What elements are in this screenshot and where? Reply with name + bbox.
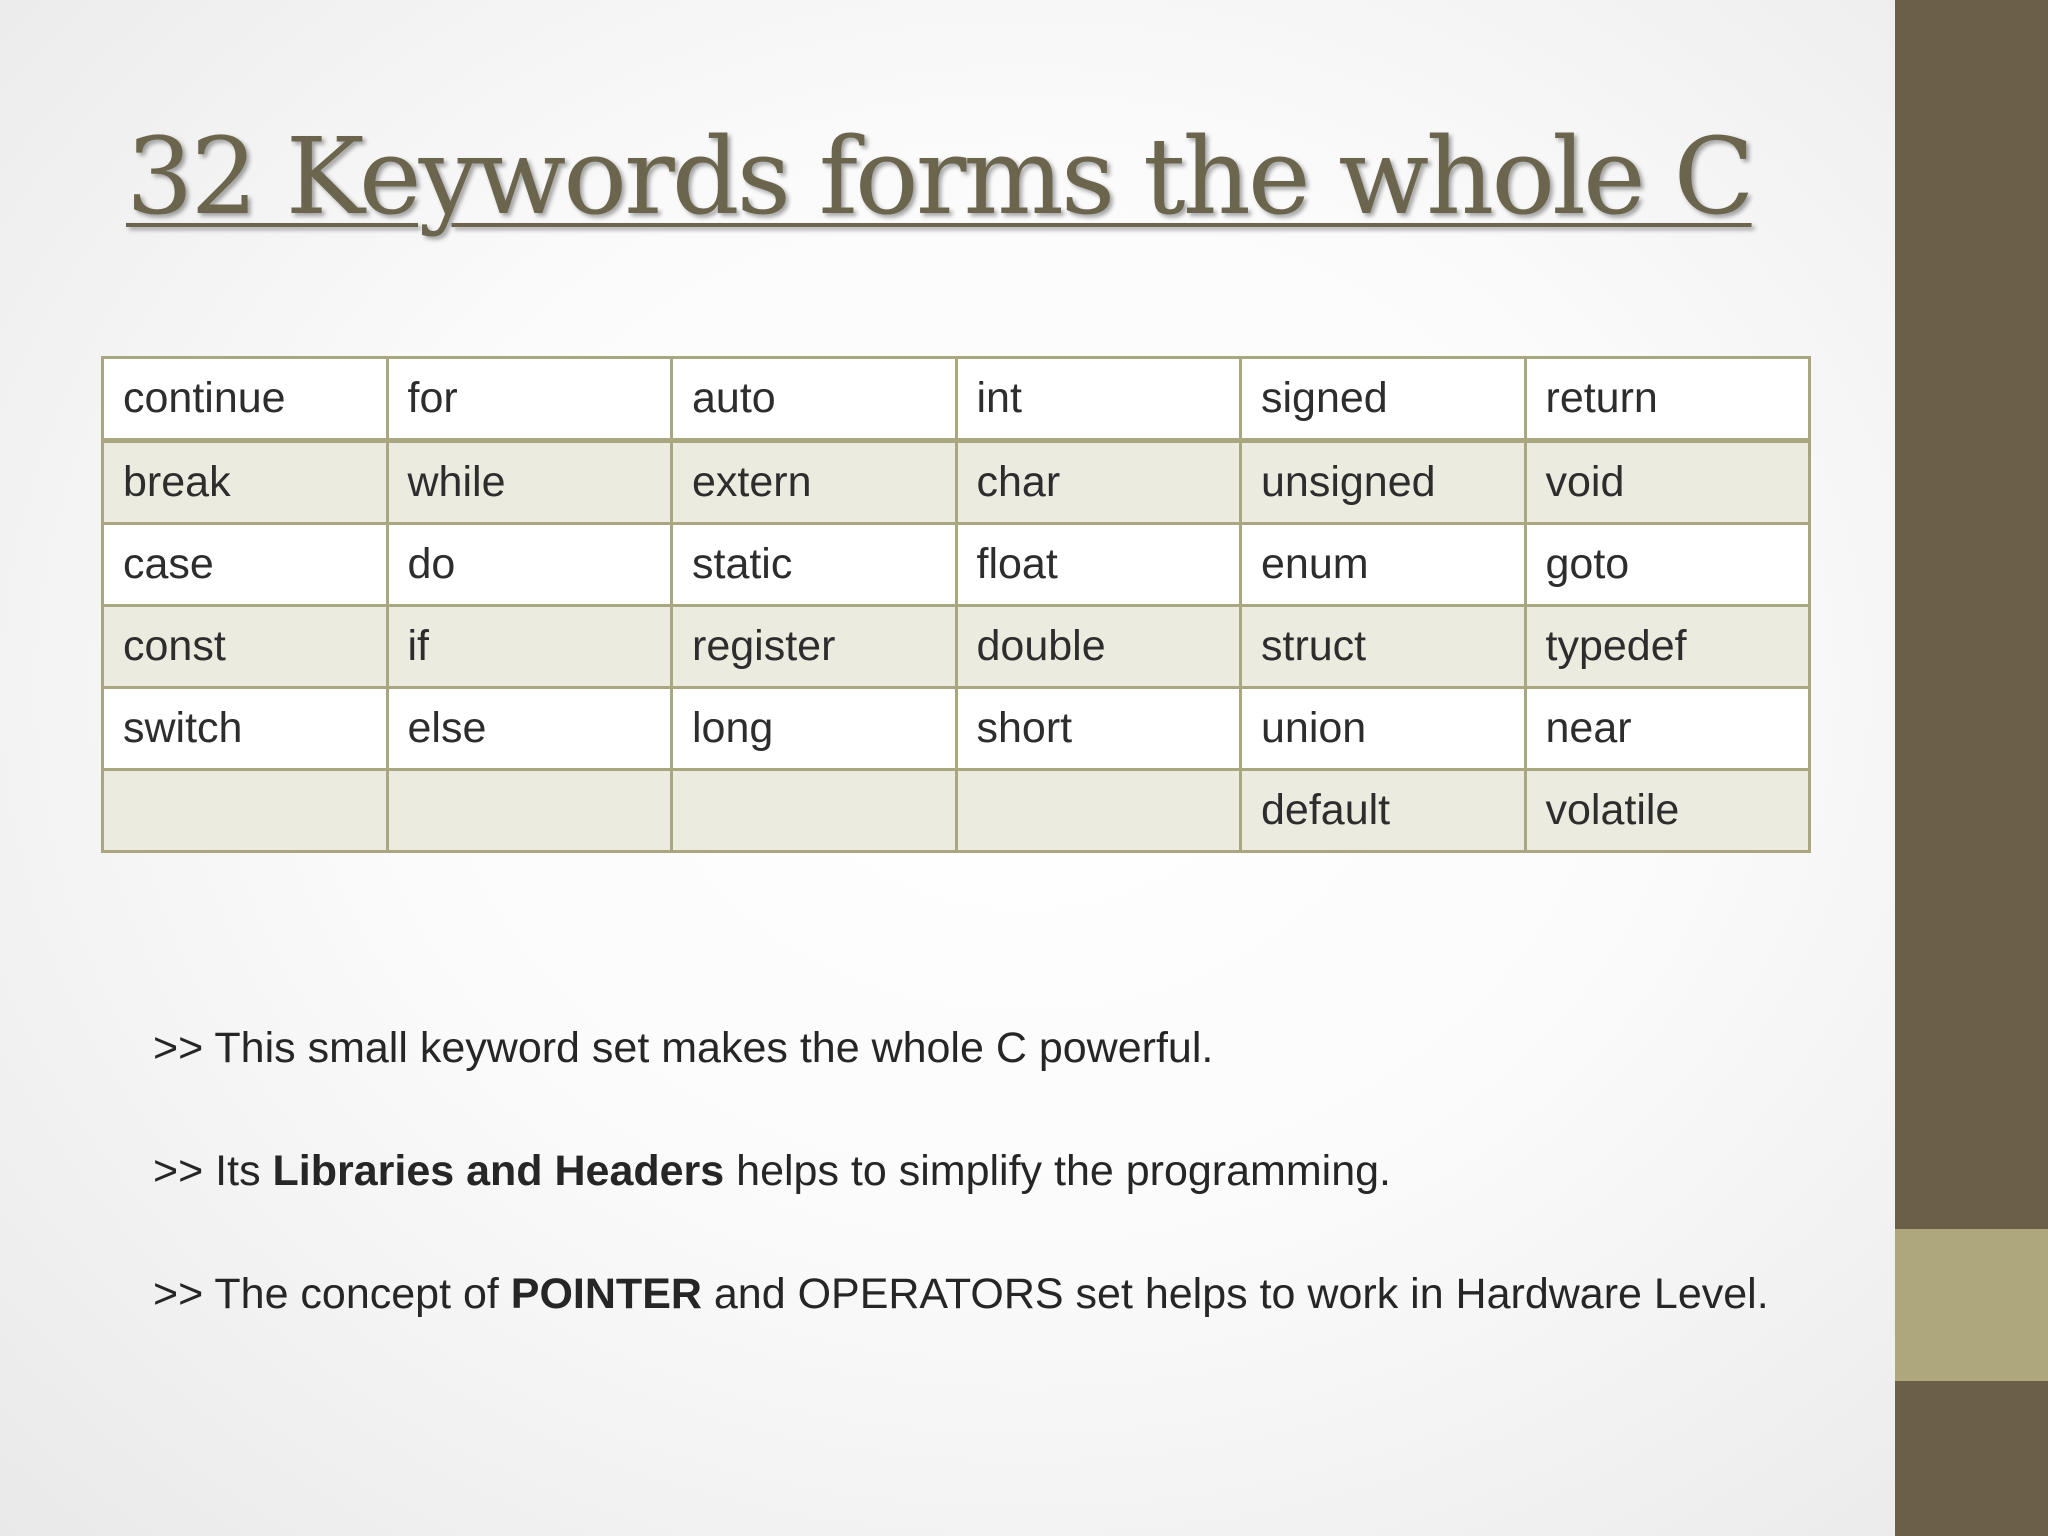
- table-cell: default: [1241, 770, 1526, 852]
- slide-title: 32 Keywords forms the whole C: [126, 115, 1752, 238]
- table-cell: else: [387, 688, 672, 770]
- table-cell: long: [672, 688, 957, 770]
- table-cell: signed: [1241, 358, 1526, 441]
- note-bold-text: Libraries and Headers: [272, 1147, 725, 1195]
- table-row: [103, 358, 1810, 441]
- table-cell: if: [387, 606, 672, 688]
- keywords-table: [101, 356, 1811, 853]
- table-row: [103, 606, 1810, 688]
- table-cell: double: [956, 606, 1241, 688]
- table-cell: for: [387, 358, 672, 441]
- table-cell: extern: [672, 441, 957, 524]
- note-text: >> Its: [153, 1147, 273, 1195]
- table-cell: goto: [1525, 524, 1810, 606]
- decorative-sidebar: [1895, 0, 2048, 1536]
- note-text: >> The concept of: [153, 1270, 511, 1318]
- table-cell: near: [1525, 688, 1810, 770]
- table-cell: [387, 770, 672, 852]
- table-cell: do: [387, 524, 672, 606]
- table-cell: enum: [1241, 524, 1526, 606]
- table-cell: break: [103, 441, 388, 524]
- sidebar-accent-block: [1895, 1229, 2048, 1381]
- table-cell: while: [387, 441, 672, 524]
- table-cell: unsigned: [1241, 441, 1526, 524]
- table-cell: register: [672, 606, 957, 688]
- table-cell: continue: [103, 358, 388, 441]
- table-cell: case: [103, 524, 388, 606]
- table-cell: auto: [672, 358, 957, 441]
- table-cell: [956, 770, 1241, 852]
- note-text: helps to simplify the programming.: [724, 1147, 1391, 1195]
- table-row: [103, 441, 1810, 524]
- table-cell: int: [956, 358, 1241, 441]
- table-row: [103, 688, 1810, 770]
- table-cell: typedef: [1525, 606, 1810, 688]
- note-text: and OPERATORS set helps to work in Hardware Level.: [701, 1270, 1769, 1318]
- table-cell: volatile: [1525, 770, 1810, 852]
- note-keyword-set: [153, 1024, 1213, 1073]
- table-row: [103, 524, 1810, 606]
- table-cell: const: [103, 606, 388, 688]
- note-bold-text: POINTER: [510, 1270, 702, 1318]
- table-cell: void: [1525, 441, 1810, 524]
- table-cell: union: [1241, 688, 1526, 770]
- table-cell: short: [956, 688, 1241, 770]
- table-cell: float: [956, 524, 1241, 606]
- table-cell: [103, 770, 388, 852]
- table-cell: switch: [103, 688, 388, 770]
- table-cell: static: [672, 524, 957, 606]
- table-cell: char: [956, 441, 1241, 524]
- table-cell: [672, 770, 957, 852]
- note-libraries: [153, 1147, 1391, 1196]
- note-text: >> This small keyword set makes the whole C powerful.: [153, 1024, 1214, 1072]
- table-cell: struct: [1241, 606, 1526, 688]
- table-cell: return: [1525, 358, 1810, 441]
- table-row: [103, 770, 1810, 852]
- note-pointer: [153, 1270, 1769, 1319]
